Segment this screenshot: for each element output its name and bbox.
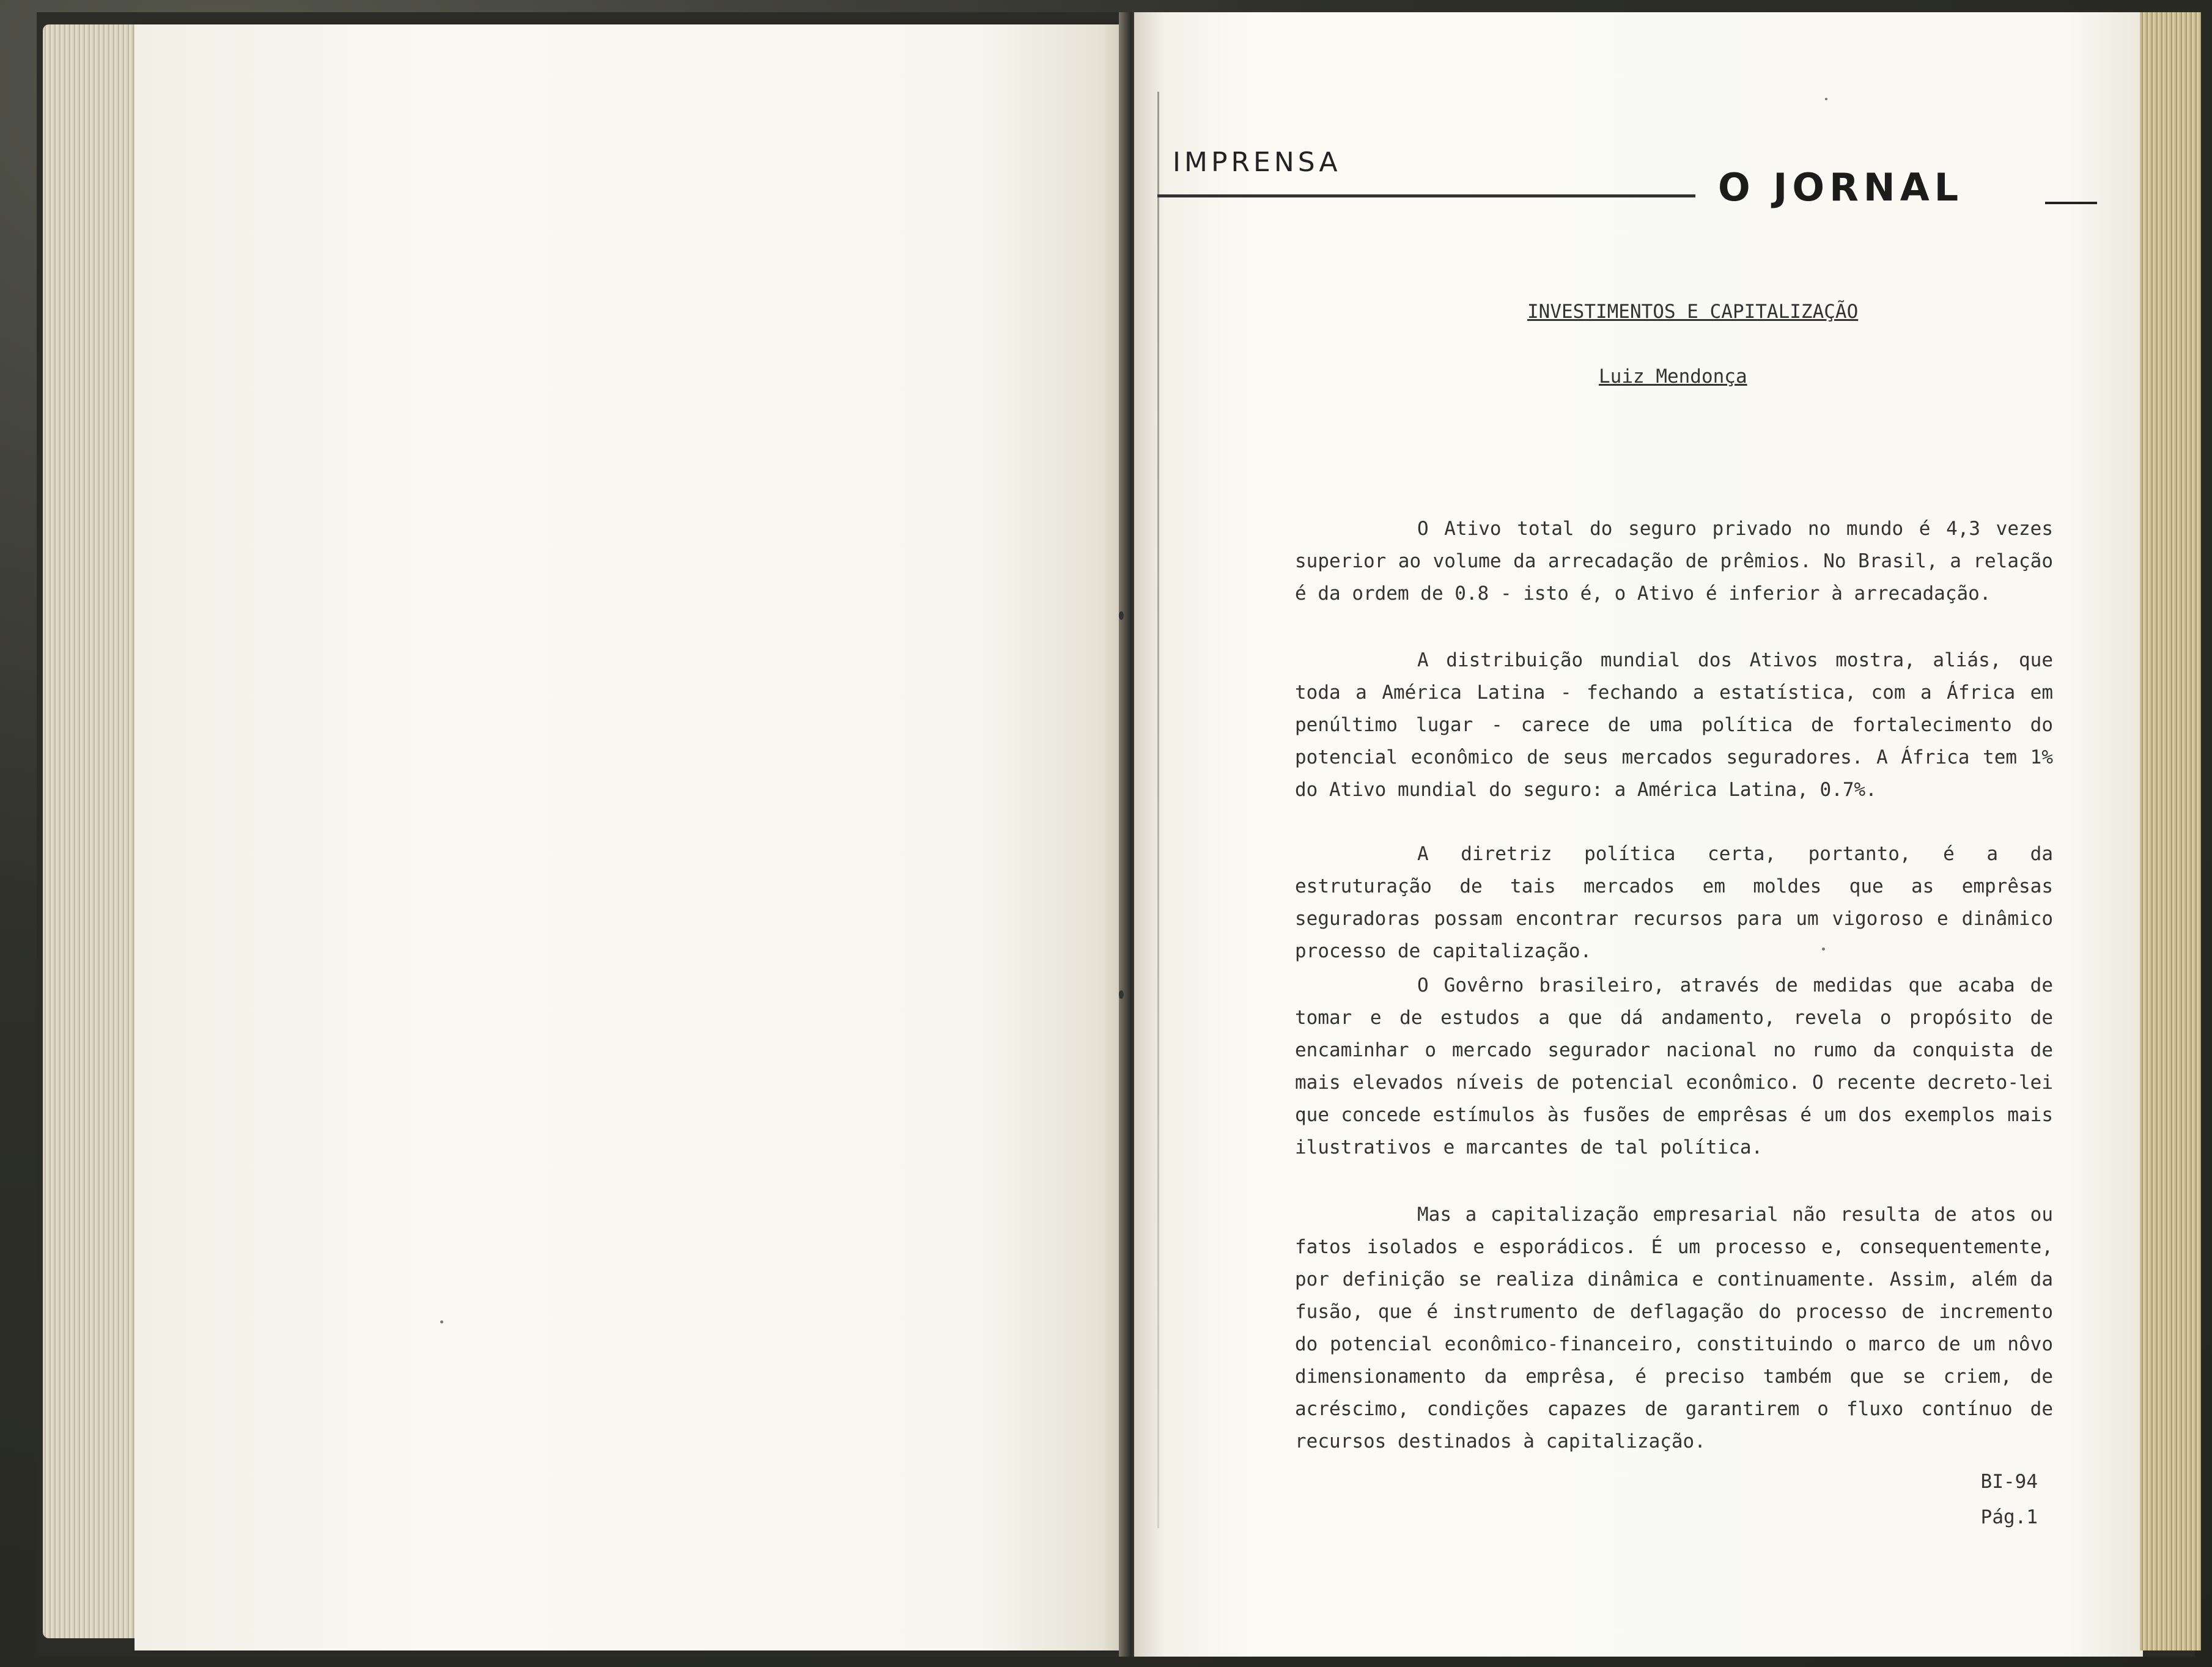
publication-name: O JORNAL: [1718, 165, 1964, 210]
article-author: Luiz Mendonça: [1599, 366, 1747, 388]
article-paragraph: A distribuição mundial dos Ativos mostra, aliás, que toda a América Latina - fechando a estatística, com a África em penúltimo lugar - carece de uma política de fortalecimento do potencial econômico de seus mercados seguradores. A África tem 1% do Ativo mundial do seguro: a América Latina, 0.7%.: [1295, 649, 2053, 801]
section-label: IMPRENSA: [1173, 147, 1341, 178]
speck: [1119, 990, 1124, 999]
page-footer: [1980, 1464, 2038, 1535]
speck: [1825, 98, 1827, 100]
article-paragraph: A diretriz política certa, portanto, é a da estruturação de tais mercados em moldes que as emprêsas seguradoras possam encontrar recursos para um vigoroso e dinâmico processo de capitalização.: [1295, 843, 2053, 962]
page-number: Pág.1: [1980, 1506, 2038, 1528]
document-code: BI-94: [1980, 1471, 2038, 1493]
article-title: INVESTIMENTOS E CAPITALIZAÇÃO: [1527, 301, 1859, 323]
left-page-stack: [43, 24, 147, 1638]
left-page: [135, 24, 1131, 1650]
speck: [440, 1320, 443, 1323]
header-rule: [1157, 194, 1695, 197]
article-paragraph: O Ativo total do seguro privado no mundo é 4,3 vezes superior ao volume da arrecadação de prêmios. No Brasil, a relação é da ordem de 0.8 - isto é, o Ativo é inferior à arrecadação.: [1295, 518, 2053, 605]
speck: [1119, 611, 1124, 620]
header-dash: [2045, 202, 2097, 204]
article-paragraph: O Govêrno brasileiro, através de medidas que acaba de tomar e de estudos a que dá andamento, revela o propósito de encaminhar o mercado segurador nacional no rumo da conquista de mais elevados níveis de potencial econômico. O recente decreto-lei que concede estímulos às fusões de emprêsas é um dos exemplos mais ilustrativos e marcantes de tal política.: [1295, 974, 2053, 1158]
margin-rule: [1157, 92, 1159, 1528]
article-paragraph: Mas a capitalização empresarial não resulta de atos ou fatos isolados e esporádicos. É um processo e, consequentemente, por definição se realiza dinâmica e continuamente. Assim, além da fusão, que é instrumento de deflagação do processo de incremento do potencial econômico-financeiro, constituindo o marco de um nôvo dimensionamento da emprêsa, é preciso também que se criem, de acréscimo, condições capazes de garantirem o fluxo contínuo de recursos destinados à capitalização.: [1295, 1204, 2053, 1452]
right-page-stack: [2140, 12, 2201, 1650]
